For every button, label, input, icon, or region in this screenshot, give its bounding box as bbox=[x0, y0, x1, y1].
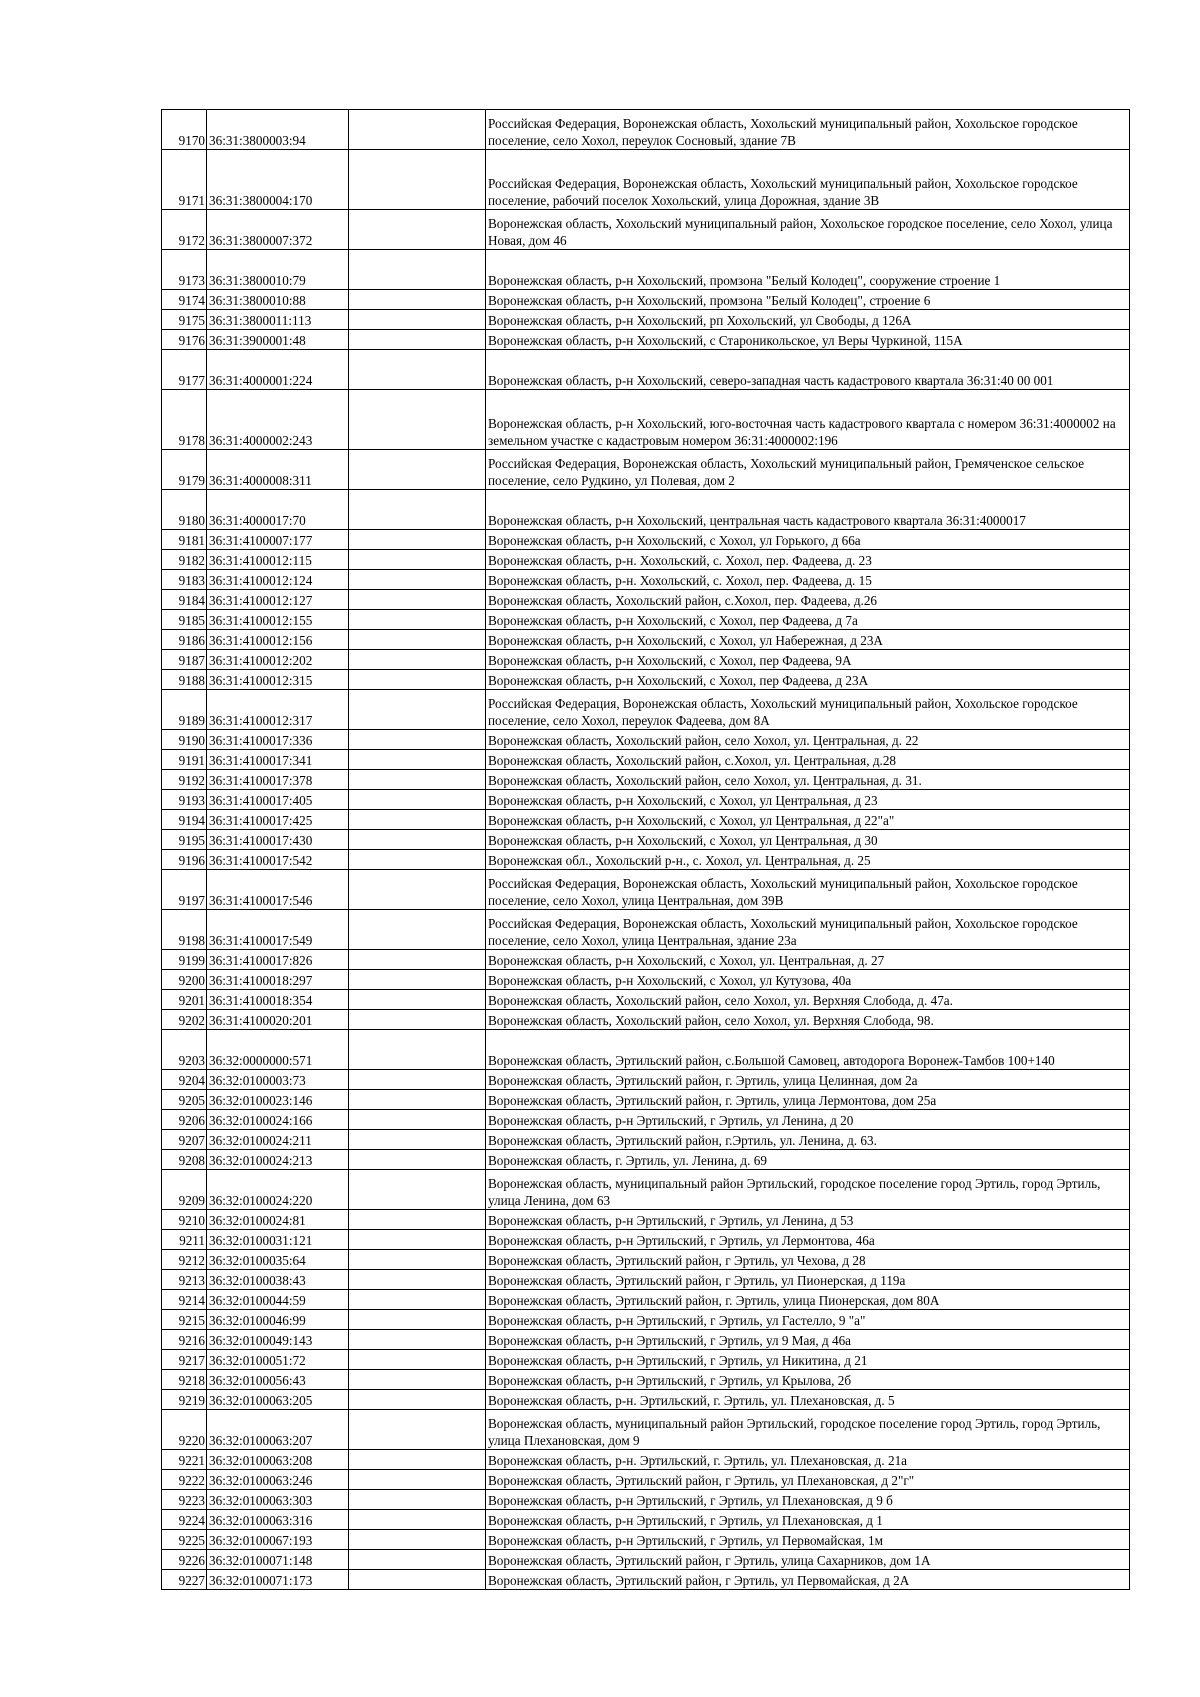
table-row bbox=[162, 1230, 1130, 1250]
cadastral-number: 36:31:3800007:372 bbox=[207, 210, 349, 250]
empty-cell bbox=[349, 1470, 486, 1490]
row-number: 9172 bbox=[162, 210, 207, 250]
address: Российская Федерация, Воронежская область, Хохольский муниципальный район, Хохольское городское поселение, село Хохол, улица Центральная, здание 23а bbox=[486, 910, 1130, 950]
cadastral-number: 36:31:4100017:430 bbox=[207, 830, 349, 850]
table-row bbox=[162, 630, 1130, 650]
row-number: 9206 bbox=[162, 1110, 207, 1130]
row-number: 9225 bbox=[162, 1530, 207, 1550]
cadastral-number: 36:32:0100049:143 bbox=[207, 1330, 349, 1350]
cadastral-number: 36:31:4100012:315 bbox=[207, 670, 349, 690]
address: Воронежская область, Хохольский район, село Хохол, ул. Центральная, д. 22 bbox=[486, 730, 1130, 750]
records-table-body bbox=[162, 110, 1130, 1590]
table-row bbox=[162, 1350, 1130, 1370]
address: Воронежская обл., Хохольский р-н., с. Хохол, ул. Центральная, д. 25 bbox=[486, 850, 1130, 870]
row-number: 9170 bbox=[162, 110, 207, 150]
table-row bbox=[162, 750, 1130, 770]
table-row bbox=[162, 1090, 1130, 1110]
row-number: 9218 bbox=[162, 1370, 207, 1390]
row-number: 9213 bbox=[162, 1270, 207, 1290]
empty-cell bbox=[349, 250, 486, 290]
row-number: 9173 bbox=[162, 250, 207, 290]
address: Воронежская область, Эртильский район, с.Большой Самовец, автодорога Воронеж-Тамбов 100+140 bbox=[486, 1030, 1130, 1070]
row-number: 9201 bbox=[162, 990, 207, 1010]
empty-cell bbox=[349, 490, 486, 530]
address: Воронежская область, Эртильский район, г. Эртиль, улица Пионерская, дом 80А bbox=[486, 1290, 1130, 1310]
cadastral-number: 36:32:0100038:43 bbox=[207, 1270, 349, 1290]
cadastral-number: 36:32:0100024:166 bbox=[207, 1110, 349, 1130]
address: Воронежская область, Хохольский район, с.Хохол, пер. Фадеева, д.26 bbox=[486, 590, 1130, 610]
empty-cell bbox=[349, 590, 486, 610]
row-number: 9188 bbox=[162, 670, 207, 690]
row-number: 9176 bbox=[162, 330, 207, 350]
address: Воронежская область, р-н Эртильский, г Эртиль, ул 9 Мая, д 46а bbox=[486, 1330, 1130, 1350]
address: Воронежская область, р-н Хохольский, с Хохол, пер Фадеева, д 23А bbox=[486, 670, 1130, 690]
empty-cell bbox=[349, 810, 486, 830]
table-row bbox=[162, 670, 1130, 690]
table-row bbox=[162, 970, 1130, 990]
address: Воронежская область, Хохольский район, село Хохол, ул. Верхняя Слобода, д. 47а. bbox=[486, 990, 1130, 1010]
row-number: 9197 bbox=[162, 870, 207, 910]
address: Воронежская область, р-н Хохольский, с Хохол, пер Фадеева, 9А bbox=[486, 650, 1130, 670]
empty-cell bbox=[349, 330, 486, 350]
cadastral-number: 36:31:4000008:311 bbox=[207, 450, 349, 490]
empty-cell bbox=[349, 1230, 486, 1250]
cadastral-number: 36:32:0100063:316 bbox=[207, 1510, 349, 1530]
address: Воронежская область, р-н Эртильский, г Эртиль, ул Первомайская, 1м bbox=[486, 1530, 1130, 1550]
row-number: 9182 bbox=[162, 550, 207, 570]
address: Воронежская область, р-н Хохольский, с Хохол, пер Фадеева, д 7а bbox=[486, 610, 1130, 630]
table-row bbox=[162, 730, 1130, 750]
address: Воронежская область, муниципальный район Эртильский, городское поселение город Эртиль, город Эртиль, улица Ленина, дом 63 bbox=[486, 1170, 1130, 1210]
address: Воронежская область, р-н Хохольский, с Хохол, ул Центральная, д 22"а" bbox=[486, 810, 1130, 830]
table-row bbox=[162, 330, 1130, 350]
empty-cell bbox=[349, 1450, 486, 1470]
cadastral-number: 36:31:4100017:341 bbox=[207, 750, 349, 770]
row-number: 9227 bbox=[162, 1570, 207, 1590]
empty-cell bbox=[349, 310, 486, 330]
row-number: 9222 bbox=[162, 1470, 207, 1490]
empty-cell bbox=[349, 850, 486, 870]
cadastral-number: 36:31:4100017:542 bbox=[207, 850, 349, 870]
table-row bbox=[162, 1410, 1130, 1450]
cadastral-number: 36:32:0100071:173 bbox=[207, 1570, 349, 1590]
table-row bbox=[162, 1370, 1130, 1390]
empty-cell bbox=[349, 1310, 486, 1330]
empty-cell bbox=[349, 770, 486, 790]
empty-cell bbox=[349, 1090, 486, 1110]
row-number: 9183 bbox=[162, 570, 207, 590]
cadastral-number: 36:32:0100024:211 bbox=[207, 1130, 349, 1150]
row-number: 9186 bbox=[162, 630, 207, 650]
address: Воронежская область, р-н Эртильский, г Эртиль, ул Ленина, д 20 bbox=[486, 1110, 1130, 1130]
empty-cell bbox=[349, 1070, 486, 1090]
cadastral-number: 36:32:0100023:146 bbox=[207, 1090, 349, 1110]
address: Воронежская область, р-н Хохольский, рп Хохольский, ул Свободы, д 126А bbox=[486, 310, 1130, 330]
empty-cell bbox=[349, 110, 486, 150]
table-row bbox=[162, 1290, 1130, 1310]
row-number: 9226 bbox=[162, 1550, 207, 1570]
empty-cell bbox=[349, 690, 486, 730]
table-row bbox=[162, 790, 1130, 810]
row-number: 9171 bbox=[162, 150, 207, 210]
cadastral-number: 36:32:0100046:99 bbox=[207, 1310, 349, 1330]
address: Воронежская область, Эртильский район, г Эртиль, улица Сахарников, дом 1А bbox=[486, 1550, 1130, 1570]
empty-cell bbox=[349, 1530, 486, 1550]
empty-cell bbox=[349, 910, 486, 950]
row-number: 9177 bbox=[162, 350, 207, 390]
cadastral-number: 36:31:3900001:48 bbox=[207, 330, 349, 350]
address: Воронежская область, р-н. Эртильский, г. Эртиль, ул. Плехановская, д. 21а bbox=[486, 1450, 1130, 1470]
cadastral-number: 36:31:3800004:170 bbox=[207, 150, 349, 210]
empty-cell bbox=[349, 1550, 486, 1570]
row-number: 9175 bbox=[162, 310, 207, 330]
empty-cell bbox=[349, 610, 486, 630]
row-number: 9196 bbox=[162, 850, 207, 870]
cadastral-number: 36:31:4100018:354 bbox=[207, 990, 349, 1010]
table-row bbox=[162, 1030, 1130, 1070]
address: Воронежская область, р-н Эртильский, г Эртиль, ул Плехановская, д 9 б bbox=[486, 1490, 1130, 1510]
table-row bbox=[162, 1130, 1130, 1150]
cadastral-number: 36:31:4100012:124 bbox=[207, 570, 349, 590]
cadastral-number: 36:31:3800011:113 bbox=[207, 310, 349, 330]
empty-cell bbox=[349, 790, 486, 810]
cadastral-number: 36:31:4100017:546 bbox=[207, 870, 349, 910]
table-row bbox=[162, 490, 1130, 530]
row-number: 9192 bbox=[162, 770, 207, 790]
cadastral-number: 36:31:4000017:70 bbox=[207, 490, 349, 530]
empty-cell bbox=[349, 550, 486, 570]
cadastral-number: 36:32:0100071:148 bbox=[207, 1550, 349, 1570]
empty-cell bbox=[349, 1030, 486, 1070]
address: Российская Федерация, Воронежская область, Хохольский муниципальный район, Хохольское городское поселение, село Хохол, улица Центральная, дом 39В bbox=[486, 870, 1130, 910]
address: Воронежская область, р-н Хохольский, юго-восточная часть кадастрового квартала с номером 36:31:4000002 на земельном участке с кадастровым номером 36:31:4000002:196 bbox=[486, 390, 1130, 450]
address: Воронежская область, р-н Эртильский, г Эртиль, ул Ленина, д 53 bbox=[486, 1210, 1130, 1230]
empty-cell bbox=[349, 950, 486, 970]
empty-cell bbox=[349, 1570, 486, 1590]
table-row bbox=[162, 390, 1130, 450]
table-row bbox=[162, 1330, 1130, 1350]
row-number: 9223 bbox=[162, 1490, 207, 1510]
row-number: 9185 bbox=[162, 610, 207, 630]
address: Воронежская область, р-н Эртильский, г Эртиль, ул Никитина, д 21 bbox=[486, 1350, 1130, 1370]
cadastral-number: 36:32:0000000:571 bbox=[207, 1030, 349, 1070]
empty-cell bbox=[349, 1410, 486, 1450]
row-number: 9187 bbox=[162, 650, 207, 670]
address: Воронежская область, р-н Хохольский, с Хохол, ул Центральная, д 23 bbox=[486, 790, 1130, 810]
row-number: 9199 bbox=[162, 950, 207, 970]
cadastral-number: 36:32:0100063:246 bbox=[207, 1470, 349, 1490]
table-row bbox=[162, 830, 1130, 850]
address: Воронежская область, р-н. Хохольский, с. Хохол, пер. Фадеева, д. 15 bbox=[486, 570, 1130, 590]
address: Воронежская область, р-н Эртильский, г Эртиль, ул Плехановская, д 1 bbox=[486, 1510, 1130, 1530]
row-number: 9207 bbox=[162, 1130, 207, 1150]
table-row bbox=[162, 770, 1130, 790]
address: Воронежская область, Эртильский район, г Эртиль, ул Пионерская, д 119а bbox=[486, 1270, 1130, 1290]
address: Воронежская область, р-н. Эртильский, г. Эртиль, ул. Плехановская, д. 5 bbox=[486, 1390, 1130, 1410]
row-number: 9220 bbox=[162, 1410, 207, 1450]
table-row bbox=[162, 1210, 1130, 1230]
empty-cell bbox=[349, 1270, 486, 1290]
cadastral-number: 36:32:0100024:213 bbox=[207, 1150, 349, 1170]
empty-cell bbox=[349, 1210, 486, 1230]
cadastral-number: 36:31:4000002:243 bbox=[207, 390, 349, 450]
table-row bbox=[162, 1270, 1130, 1290]
address: Воронежская область, р-н Эртильский, г Эртиль, ул Гастелло, 9 "а" bbox=[486, 1310, 1130, 1330]
address: Воронежская область, муниципальный район Эртильский, городское поселение город Эртиль, город Эртиль, улица Плехановская, дом 9 bbox=[486, 1410, 1130, 1450]
table-row bbox=[162, 290, 1130, 310]
row-number: 9219 bbox=[162, 1390, 207, 1410]
empty-cell bbox=[349, 210, 486, 250]
table-row bbox=[162, 550, 1130, 570]
row-number: 9179 bbox=[162, 450, 207, 490]
cadastral-number: 36:31:4100017:826 bbox=[207, 950, 349, 970]
empty-cell bbox=[349, 650, 486, 670]
row-number: 9191 bbox=[162, 750, 207, 770]
cadastral-number: 36:31:4100018:297 bbox=[207, 970, 349, 990]
empty-cell bbox=[349, 290, 486, 310]
address: Воронежская область, р-н Эртильский, г Эртиль, ул Лермонтова, 46а bbox=[486, 1230, 1130, 1250]
cadastral-number: 36:32:0100051:72 bbox=[207, 1350, 349, 1370]
table-row bbox=[162, 1550, 1130, 1570]
empty-cell bbox=[349, 1150, 486, 1170]
address: Воронежская область, Эртильский район, г Эртиль, ул Первомайская, д 2А bbox=[486, 1570, 1130, 1590]
empty-cell bbox=[349, 570, 486, 590]
empty-cell bbox=[349, 1010, 486, 1030]
table-row bbox=[162, 1110, 1130, 1130]
cadastral-number: 36:31:4100017:378 bbox=[207, 770, 349, 790]
address: Воронежская область, Эртильский район, г Эртиль, ул Плехановская, д 2"г" bbox=[486, 1470, 1130, 1490]
cadastral-number: 36:32:0100063:205 bbox=[207, 1390, 349, 1410]
row-number: 9205 bbox=[162, 1090, 207, 1110]
cadastral-number: 36:32:0100024:81 bbox=[207, 1210, 349, 1230]
row-number: 9190 bbox=[162, 730, 207, 750]
cadastral-number: 36:31:4100007:177 bbox=[207, 530, 349, 550]
cadastral-number: 36:32:0100063:208 bbox=[207, 1450, 349, 1470]
table-row bbox=[162, 910, 1130, 950]
empty-cell bbox=[349, 350, 486, 390]
empty-cell bbox=[349, 970, 486, 990]
cadastral-number: 36:31:4100017:405 bbox=[207, 790, 349, 810]
row-number: 9198 bbox=[162, 910, 207, 950]
empty-cell bbox=[349, 630, 486, 650]
address: Воронежская область, Хохольский район, село Хохол, ул. Верхняя Слобода, 98. bbox=[486, 1010, 1130, 1030]
empty-cell bbox=[349, 1130, 486, 1150]
address: Воронежская область, р-н Хохольский, с Хохол, ул Центральная, д 30 bbox=[486, 830, 1130, 850]
cadastral-number: 36:31:4100012:155 bbox=[207, 610, 349, 630]
address: Российская Федерация, Воронежская область, Хохольский муниципальный район, Хохольское городское поселение, село Хохол, переулок Сосновый, здание 7В bbox=[486, 110, 1130, 150]
table-row bbox=[162, 1570, 1130, 1590]
row-number: 9174 bbox=[162, 290, 207, 310]
empty-cell bbox=[349, 1170, 486, 1210]
empty-cell bbox=[349, 670, 486, 690]
cadastral-number: 36:32:0100035:64 bbox=[207, 1250, 349, 1270]
address: Воронежская область, р-н Хохольский, с Хохол, ул Горького, д 66а bbox=[486, 530, 1130, 550]
row-number: 9184 bbox=[162, 590, 207, 610]
table-row bbox=[162, 810, 1130, 830]
address: Российская Федерация, Воронежская область, Хохольский муниципальный район, Хохольское городское поселение, село Хохол, переулок Фадеева, дом 8А bbox=[486, 690, 1130, 730]
row-number: 9214 bbox=[162, 1290, 207, 1310]
address: Воронежская область, Эртильский район, г Эртиль, ул Чехова, д 28 bbox=[486, 1250, 1130, 1270]
empty-cell bbox=[349, 730, 486, 750]
row-number: 9200 bbox=[162, 970, 207, 990]
row-number: 9212 bbox=[162, 1250, 207, 1270]
cadastral-number: 36:32:0100003:73 bbox=[207, 1070, 349, 1090]
table-row bbox=[162, 1510, 1130, 1530]
address: Воронежская область, р-н Хохольский, северо-западная часть кадастрового квартала 36:31:40 00 001 bbox=[486, 350, 1130, 390]
empty-cell bbox=[349, 1290, 486, 1310]
table-row bbox=[162, 610, 1130, 630]
address: Российская Федерация, Воронежская область, Хохольский муниципальный район, Хохольское городское поселение, рабочий поселок Хохольский, улица Дорожная, здание 3В bbox=[486, 150, 1130, 210]
table-row bbox=[162, 1250, 1130, 1270]
table-row bbox=[162, 1470, 1130, 1490]
address: Воронежская область, р-н. Хохольский, с. Хохол, пер. Фадеева, д. 23 bbox=[486, 550, 1130, 570]
empty-cell bbox=[349, 1510, 486, 1530]
address: Воронежская область, Хохольский район, село Хохол, ул. Центральная, д. 31. bbox=[486, 770, 1130, 790]
row-number: 9208 bbox=[162, 1150, 207, 1170]
row-number: 9217 bbox=[162, 1350, 207, 1370]
row-number: 9224 bbox=[162, 1510, 207, 1530]
table-row bbox=[162, 570, 1130, 590]
row-number: 9210 bbox=[162, 1210, 207, 1230]
cadastral-number: 36:31:4000001:224 bbox=[207, 350, 349, 390]
address: Воронежская область, г. Эртиль, ул. Ленина, д. 69 bbox=[486, 1150, 1130, 1170]
cadastral-number: 36:31:4100017:425 bbox=[207, 810, 349, 830]
table-row bbox=[162, 110, 1130, 150]
cadastral-number: 36:31:4100020:201 bbox=[207, 1010, 349, 1030]
cadastral-number: 36:32:0100063:207 bbox=[207, 1410, 349, 1450]
address: Воронежская область, р-н Хохольский, с Староникольское, ул Веры Чуркиной, 115А bbox=[486, 330, 1130, 350]
cadastral-number: 36:31:4100012:317 bbox=[207, 690, 349, 730]
empty-cell bbox=[349, 1370, 486, 1390]
table-row bbox=[162, 1490, 1130, 1510]
address: Воронежская область, р-н Хохольский, промзона "Белый Колодец", строение 6 bbox=[486, 290, 1130, 310]
address: Воронежская область, Эртильский район, г. Эртиль, улица Целинная, дом 2а bbox=[486, 1070, 1130, 1090]
row-number: 9221 bbox=[162, 1450, 207, 1470]
table-row bbox=[162, 1310, 1130, 1330]
cadastral-number: 36:32:0100044:59 bbox=[207, 1290, 349, 1310]
row-number: 9215 bbox=[162, 1310, 207, 1330]
empty-cell bbox=[349, 1390, 486, 1410]
table-row bbox=[162, 1070, 1130, 1090]
cadastral-number: 36:31:4100012:156 bbox=[207, 630, 349, 650]
row-number: 9181 bbox=[162, 530, 207, 550]
row-number: 9180 bbox=[162, 490, 207, 530]
table-row bbox=[162, 850, 1130, 870]
cadastral-number: 36:31:3800010:88 bbox=[207, 290, 349, 310]
table-row bbox=[162, 1150, 1130, 1170]
table-row bbox=[162, 690, 1130, 730]
row-number: 9193 bbox=[162, 790, 207, 810]
address: Воронежская область, Хохольский район, с.Хохол, ул. Центральная, д.28 bbox=[486, 750, 1130, 770]
row-number: 9178 bbox=[162, 390, 207, 450]
row-number: 9211 bbox=[162, 1230, 207, 1250]
table-row bbox=[162, 1530, 1130, 1550]
address: Воронежская область, р-н Эртильский, г Эртиль, ул Крылова, 2б bbox=[486, 1370, 1130, 1390]
cadastral-number: 36:31:4100017:336 bbox=[207, 730, 349, 750]
row-number: 9216 bbox=[162, 1330, 207, 1350]
address: Российская Федерация, Воронежская область, Хохольский муниципальный район, Гремяченское сельское поселение, село Рудкино, ул Полевая, дом 2 bbox=[486, 450, 1130, 490]
empty-cell bbox=[349, 1330, 486, 1350]
cadastral-number: 36:31:4100012:127 bbox=[207, 590, 349, 610]
empty-cell bbox=[349, 530, 486, 550]
records-table bbox=[161, 109, 1130, 1590]
table-row bbox=[162, 1450, 1130, 1470]
empty-cell bbox=[349, 830, 486, 850]
empty-cell bbox=[349, 1250, 486, 1270]
empty-cell bbox=[349, 750, 486, 770]
table-row bbox=[162, 870, 1130, 910]
cadastral-number: 36:32:0100024:220 bbox=[207, 1170, 349, 1210]
table-row bbox=[162, 1010, 1130, 1030]
row-number: 9202 bbox=[162, 1010, 207, 1030]
cadastral-number: 36:32:0100063:303 bbox=[207, 1490, 349, 1510]
cadastral-number: 36:32:0100056:43 bbox=[207, 1370, 349, 1390]
address: Воронежская область, Хохольский муниципальный район, Хохольское городское поселение, село Хохол, улица Новая, дом 46 bbox=[486, 210, 1130, 250]
table-row bbox=[162, 250, 1130, 290]
empty-cell bbox=[349, 1110, 486, 1130]
address: Воронежская область, р-н Хохольский, промзона "Белый Колодец", сооружение строение 1 bbox=[486, 250, 1130, 290]
address: Воронежская область, р-н Хохольский, с Хохол, ул Кутузова, 40а bbox=[486, 970, 1130, 990]
table-row bbox=[162, 450, 1130, 490]
table-row bbox=[162, 590, 1130, 610]
table-row bbox=[162, 310, 1130, 330]
address: Воронежская область, Эртильский район, г. Эртиль, улица Лермонтова, дом 25а bbox=[486, 1090, 1130, 1110]
table-row bbox=[162, 1390, 1130, 1410]
row-number: 9204 bbox=[162, 1070, 207, 1090]
empty-cell bbox=[349, 150, 486, 210]
table-row bbox=[162, 350, 1130, 390]
table-row bbox=[162, 650, 1130, 670]
address: Воронежская область, Эртильский район, г.Эртиль, ул. Ленина, д. 63. bbox=[486, 1130, 1130, 1150]
row-number: 9189 bbox=[162, 690, 207, 730]
row-number: 9195 bbox=[162, 830, 207, 850]
empty-cell bbox=[349, 1350, 486, 1370]
address: Воронежская область, р-н Хохольский, центральная часть кадастрового квартала 36:31:4000017 bbox=[486, 490, 1130, 530]
cadastral-number: 36:31:3800010:79 bbox=[207, 250, 349, 290]
row-number: 9203 bbox=[162, 1030, 207, 1070]
cadastral-number: 36:32:0100067:193 bbox=[207, 1530, 349, 1550]
empty-cell bbox=[349, 450, 486, 490]
cadastral-number: 36:31:4100012:202 bbox=[207, 650, 349, 670]
table-row bbox=[162, 150, 1130, 210]
row-number: 9194 bbox=[162, 810, 207, 830]
cadastral-number: 36:31:4100017:549 bbox=[207, 910, 349, 950]
table-row bbox=[162, 990, 1130, 1010]
cadastral-number: 36:32:0100031:121 bbox=[207, 1230, 349, 1250]
cadastral-number: 36:31:3800003:94 bbox=[207, 110, 349, 150]
empty-cell bbox=[349, 1490, 486, 1510]
address: Воронежская область, р-н Хохольский, с Хохол, ул. Центральная, д. 27 bbox=[486, 950, 1130, 970]
cadastral-number: 36:31:4100012:115 bbox=[207, 550, 349, 570]
empty-cell bbox=[349, 870, 486, 910]
table-row bbox=[162, 1170, 1130, 1210]
row-number: 9209 bbox=[162, 1170, 207, 1210]
empty-cell bbox=[349, 990, 486, 1010]
table-row bbox=[162, 530, 1130, 550]
table-row bbox=[162, 210, 1130, 250]
table-row bbox=[162, 950, 1130, 970]
empty-cell bbox=[349, 390, 486, 450]
address: Воронежская область, р-н Хохольский, с Хохол, ул Набережная, д 23А bbox=[486, 630, 1130, 650]
